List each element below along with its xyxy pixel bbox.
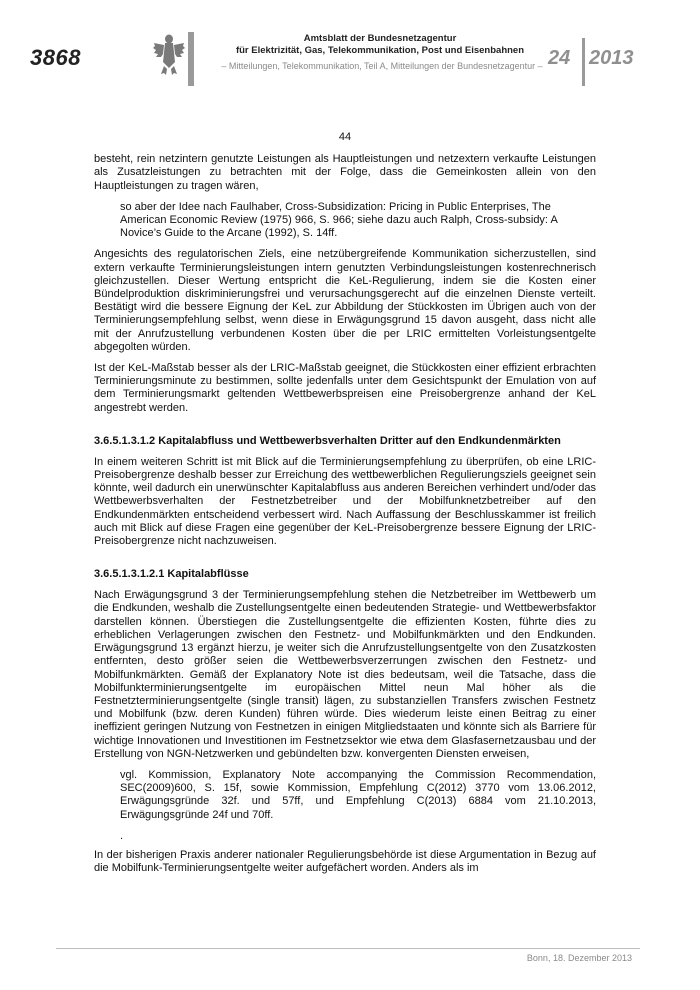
paragraph: besteht, rein netzintern genutzte Leistungen als Hauptleistungen und netzextern verkaufte Leistungen als Zusatzleistungen zu betrachten mit der Folge, dass die Gemeinkosten allein von den Hauptleistungen zu tragen wären, [94,153,596,192]
paragraph: Angesichts des regulatorischen Ziels, eine netzübergreifende Kommunikation sicherzustellen, sind extern verkaufte Terminierungsleistungen intern genutzten Verbindungsleistungen kostenrechnerisch gleichzustellen. Dieser Wertung entspricht die KeL-Regulierung, indem sie die Kosten einer Bündelproduktion diskriminierungsfrei und verursachungsgerecht auf die einzelnen Dienste verteilt. Bestätigt wird die bessere Eignung der KeL zur Abbildung der Stückkosten im Übrigen auch von der Terminierungsempfehlung selbst, wenn diese in Erwägungsgrund 15 davon ausgeht, dass nicht alle mit der Anrufzustellung verbundenen Kosten über die per LRIC ermittelten Vorleistungsentgelte abgegolten würden. [94,248,596,353]
gazette-title-line2: für Elektrizität, Gas, Telekommunikation, Post und Eisenbahnen [235,45,525,56]
gazette-title: Amtsblatt der Bundesnetzagentur [303,33,457,44]
citation: vgl. Kommission, Explanatory Note accompanying the Commission Recommendation, SEC(2009)600, S. 15f, sowie Kommission, Empfehlung C(2012) 3770 vom 13.06.2012, Erwägungsgründe 32f. und 57ff, und Empfehlung C(2013) 6884 vom 21.10.2013, Erwägungsgründe 24f und 70ff. [120,768,596,821]
paragraph: Nach Erwägungsgrund 3 der Terminierungsempfehlung stehen die Netzbetreiber im Wettbewerb um die Endkunden, weshalb die Zustellungsentgelte einen bedeutenden Strategie- und Wettbewerbsfaktor darstellen können. Überstiegen die Zustellungsentgelte die effizienten Kosten, führte dies zu erheblichen Verlagerungen zwischen den Festnetz- und Mobilfunkmärkten und den Endkunden. Erwägungsgrund 13 ergänzt hierzu, je weiter sich die Anrufzustellungsentgelte von den Zusatzkosten entfernten, desto größer seien die Wettbewerbsverzerrungen zwischen den Festnetz- und Mobilfunkmärkten. Gemäß der Explanatory Note ist dies bedeutsam, weil die Tatsache, dass die Mobilfunkterminierungsentgelte im europäischen Mittel neun Mal höher als die Festnetzterminierungsentgelte (single transit) lägen, zu substanziellen Transfers zwischen Festnetz und Mobilfunk (bzw. deren Kunden) führen würde. Dies wiederum leiste einen Beitrag zu einer ineffizient geringen Nutzung von Festnetzen in einigen Mitgliedstaaten und könnte sich als Barriere für wichtige Innovationen und Investitionen im Festnetzsektor wie etwa dem Glasfasernetzausbau und der Erstellung von NGN-Netzwerken und gebündelten bzw. konvergenten Diensten erweisen, [94,589,596,760]
footer-divider [56,948,640,949]
paragraph: In einem weiteren Schritt ist mit Blick auf die Terminierungsempfehlung zu überprüfen, ob eine LRIC-Preisobergrenze deshalb besser zur Erreichung des wettbewerblichen Regulierungsziels geeignet sein könnte, weil dadurch ein unerwünschter Kapitalabfluss aus anderen Bereichen verhindert und/oder das Wettbewerbsverhalten der Festnetzbetreiber und der Mobilfunknetzbetreiber auf den Endkundenmärkten entscheidend verbessert wird. Nach Auffassung der Beschlusskammer ist freilich auch mit Blick auf diese Fragen eine gegenüber der KeL-Preisobergrenze bessere Eignung der LRIC-Preisobergrenze nicht nachzuweisen. [94,455,596,548]
issue-number: 24 [548,47,571,69]
header-divider [188,32,194,86]
inner-page-number: 44 [338,131,352,143]
document-body [94,131,596,883]
footer-date: Bonn, 18. Dezember 2013 [526,953,632,963]
section-heading: 3.6.5.1.3.1.2 Kapitalabfluss und Wettbewerbsverhalten Dritter auf den Endkundenmärkten [94,434,561,447]
page-number: 3868 [30,45,81,70]
issue-divider [582,38,585,86]
gazette-subtitle: – Mitteilungen, Telekommunikation, Teil A, Mitteilungen der Bundesnetzagentur – [221,61,543,71]
page-header [0,0,700,100]
section-heading: 3.6.5.1.3.1.2.1 Kapitalabflüsse [94,568,249,581]
paragraph: Ist der KeL-Maßstab besser als der LRIC-Maßstab geeignet, die Stückkosten einer effizient erbrachten Terminierungsminute zu bestimmen, sollte jedenfalls unter dem Gesichtspunkt der Emulation von auf dem Terminierungsmarkt geltenden Wettbewerbspreisen eine Preisobergrenze anhand der KeL angestrebt werden. [94,362,596,414]
federal-eagle-icon [152,32,186,76]
issue-year: 2013 [589,47,634,69]
separator-dot: . [120,829,124,842]
citation: so aber der Idee nach Faulhaber, Cross-Subsidization: Pricing in Public Enterprises, The American Economic Review (1975) 966, S. 966; siehe dazu auch Ralph, Cross-subsidy: A Novice’s Guide to the Arcane (1992), S. 14ff. [120,200,558,240]
paragraph: In der bisherigen Praxis anderer nationaler Regulierungsbehörde ist diese Argumentation in Bezug auf die Mobilfunk-Terminierungsentgelte weiter aufgefächert worden. Anders als im [94,848,596,875]
